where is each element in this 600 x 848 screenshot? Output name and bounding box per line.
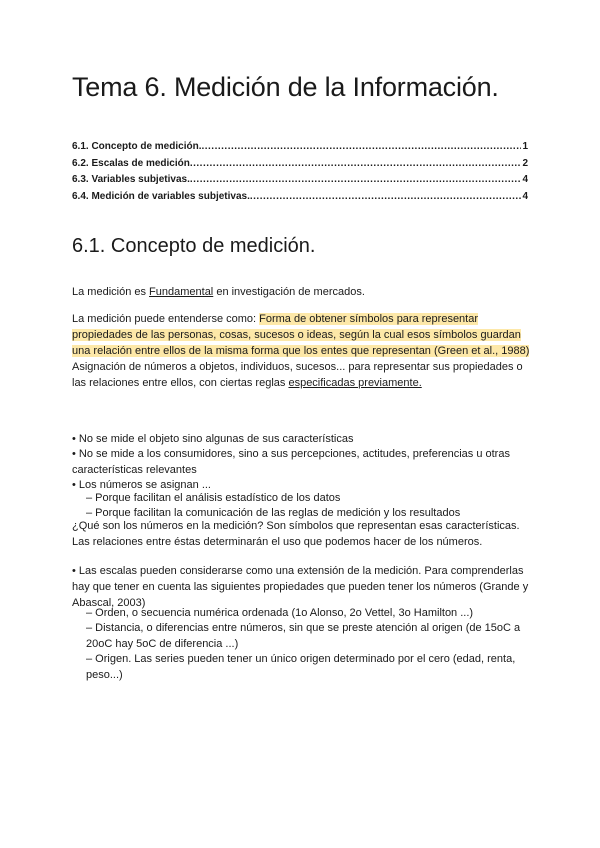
toc-entry-page: 1 [522, 141, 528, 152]
highlighted-definition: Forma de obtener símbolos para representar propiedades de las personas, cosas, sucesos o ideas, según la cual esos símbolos guardan una relación entre ellos de la misma forma que los entes que representan (Green et al., 1988) [72, 313, 530, 357]
bullet-line: • No se mide el objeto sino algunas de sus características [72, 433, 354, 445]
toc-leader-dots [250, 191, 522, 202]
toc-entry-page: 4 [522, 190, 528, 202]
sub-bullet-line: – Distancia, o diferencias entre números, sin que se preste atención al origen (de 15oC a 20oC hay 5oC de diferencia ...) [86, 622, 521, 650]
paragraph-numbers: ¿Qué son los números en la medición? Son símbolos que representan esas características. Las relaciones entre éstas determinarán el uso que podemos hacer de los números. [72, 520, 520, 548]
paragraph-fundamental [72, 284, 530, 300]
toc-entry-label: 6.2. Escalas de medición [72, 157, 190, 169]
toc-entry-page: 2 [522, 157, 528, 169]
sub-bullet-line: – Porque facilitan el análisis estadístico de los datos [86, 492, 341, 504]
bullet-line: • Los números se asignan ... [72, 479, 211, 491]
toc-leader-dots [190, 174, 522, 185]
document-title: Tema 6. Medición de la Información. [72, 72, 499, 102]
table-of-contents [72, 141, 528, 207]
toc-entry-label: 6.3. Variables subjetivas. [72, 174, 190, 185]
section-heading: 6.1. Concepto de medición. [72, 235, 316, 257]
toc-entry-label: 6.4. Medición de variables subjetivas. [72, 190, 250, 202]
sub-bullet-line: – Orden, o secuencia numérica ordenada (1o Alonso, 2o Vettel, 3o Hamilton ...) [86, 607, 474, 619]
bullet-line: • No se mide a los consumidores, sino a sus percepciones, actitudes, preferencias u otras características relevantes [72, 448, 510, 476]
toc-entry[interactable] [72, 158, 528, 175]
underlined-term: Fundamental [149, 286, 214, 298]
text-run: en investigación de mercados. [213, 286, 365, 298]
text-run: Asignación de números a objetos, individuos, sucesos... para representar sus propiedades o las relaciones entre ellos, con ciertas reglas [72, 361, 523, 389]
underlined-term: especificadas previamente. [288, 377, 422, 389]
toc-entry-label: 6.1. Concepto de medición. [72, 141, 202, 152]
toc-entry[interactable] [72, 141, 528, 158]
text-run: La medición puede entenderse como: [72, 313, 260, 325]
toc-entry[interactable] [72, 174, 528, 191]
bullet-line: • Las escalas pueden considerarse como una extensión de la medición. Para comprenderlas hay que tener en cuenta las siguientes propiedades que pueden tener los números (Grande y Abascal, 2003) [72, 565, 529, 609]
paragraph-definition [72, 311, 530, 391]
sub-bullet-line: – Porque facilitan la comunicación de las reglas de medición y los resultados [86, 507, 461, 519]
text-run: La medición es [72, 286, 150, 298]
toc-leader-dots [190, 158, 522, 169]
toc-entry[interactable] [72, 191, 528, 208]
toc-leader-dots [201, 141, 521, 152]
sub-bullet-line: – Origen. Las series pueden tener un único origen determinado por el cero (edad, renta, peso...) [86, 653, 516, 681]
toc-entry-page: 4 [522, 174, 528, 185]
